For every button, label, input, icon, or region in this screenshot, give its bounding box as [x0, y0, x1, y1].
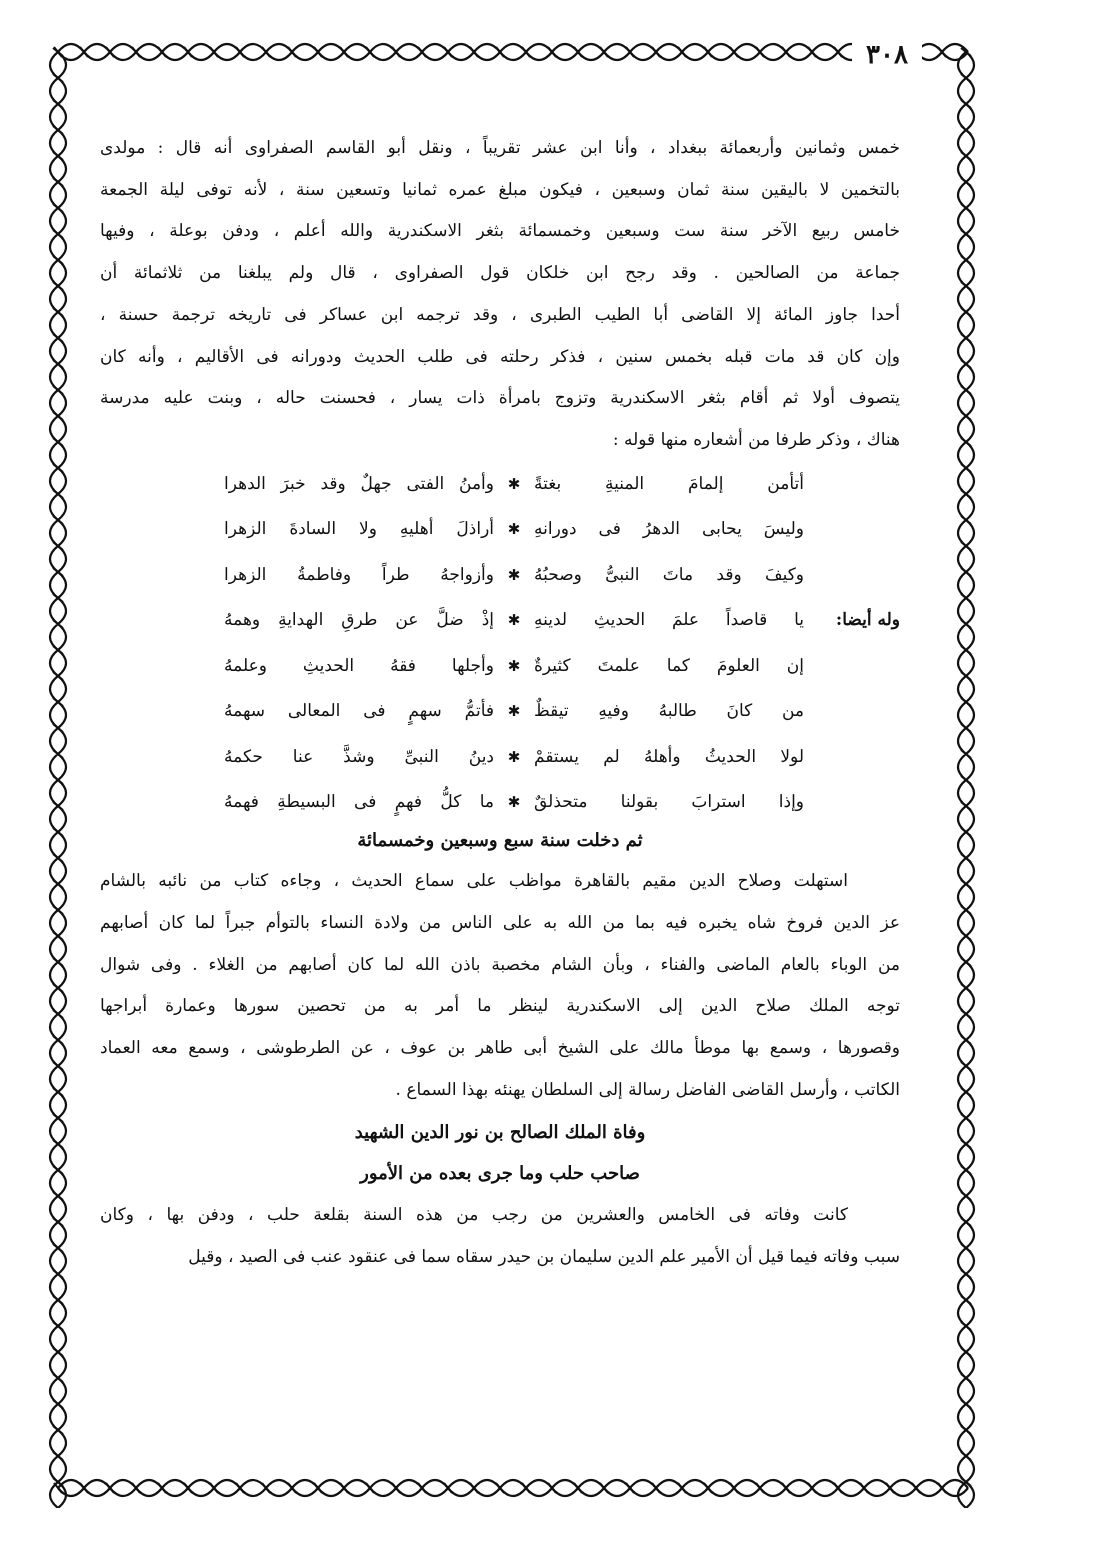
death-paragraph-line: كانت وفاته فى الخامس والعشرين من رجب من هذه السنة بقلعة حلب ، ودفن بها ، وكان	[100, 1204, 848, 1225]
events-paragraph-line: استهلت وصلاح الدين مقيم بالقاهرة مواظب على سماع الحديث ، وجاءه كتاب من نائبه بالشام	[100, 871, 848, 892]
intro-paragraph-line: بالتخمين لا باليقين سنة ثمان وسبعين ، فيكون مبلغ عمره ثمانيا وتسعين سنة ، لأنه توفى ليلة الجمعة	[100, 179, 900, 200]
verse-second-hemistich: وأزواجهُ طراً وفاطمةُ الزهرا	[224, 564, 494, 585]
paragraph-year-events	[100, 861, 900, 1111]
verse-line	[100, 462, 900, 508]
verse-line	[100, 553, 900, 599]
intro-paragraph-line: خمس وثمانين وأربعمائة ببغداد ، وأنا ابن عشر تقريباً ، ونقل أبو القاسم الصفراوى أنه قال : مولدى	[100, 138, 900, 158]
verse-line	[100, 735, 900, 781]
verse-first-hemistich: يا قاصداً علمَ الحديثِ لدينهِ	[534, 610, 804, 631]
poem-second	[100, 598, 900, 826]
intro-paragraph-line: أحدا جاوز المائة إلا القاضى أبا الطيب الطبرى ، وقد ترجمه ابن عساكر فى تاريخه ترجمة حسنة ،	[100, 304, 900, 325]
verse-second-hemistich: وأجلها فقهُ الحديثِ وعلمهُ	[224, 655, 494, 676]
verse-first-hemistich: من كانَ طالبهُ وفيهِ تيقظٌ	[534, 701, 804, 722]
verse-second-hemistich: إذْ ضلَّ عن طرقِ الهدايةِ وهمهُ	[224, 610, 494, 631]
verse-separator-icon: ✱	[507, 747, 521, 766]
poem-first	[100, 462, 900, 599]
year-heading: ثم دخلت سنة سبع وسبعين وخمسمائة	[357, 829, 643, 851]
verse-first-hemistich: أتأمن إلمامَ المنيةِ بغتةً	[534, 473, 804, 494]
verse-line	[100, 598, 900, 644]
verse-second-hemistich: وأمنُ الفتى جهلٌ وقد خبرَ الدهرا	[224, 473, 494, 494]
verse-second-hemistich: ما كلُّ فهمٍ فى البسيطةِ فهمهُ	[224, 792, 494, 813]
verse-first-hemistich: لولا الحديثُ وأهلهُ لم يستقمْ	[534, 746, 804, 767]
intro-paragraph-line: وإن كان قد مات قبله بخمس سنين ، فذكر رحلته فى طلب الحديث ودورانه فى الأقاليم ، وأنه كان	[100, 346, 900, 367]
verse-intro: وله أيضا:	[835, 610, 900, 631]
verse-second-hemistich: دينُ النبىِّ وشذَّ عنا حكمهُ	[224, 746, 494, 767]
section-heading-death: وفاة الملك الصالح بن نور الدين الشهيد	[354, 1121, 646, 1143]
verse-second-hemistich: أراذلَ أهليهِ ولا السادةَ الزهرا	[224, 519, 494, 540]
page-number: ٣٠٨	[852, 38, 922, 72]
border-link	[58, 44, 968, 52]
verse-separator-icon: ✱	[507, 565, 521, 584]
events-paragraph-line: توجه الملك صلاح الدين إلى الاسكندرية لينظر ما أمر به من تحصين سورها وعمارة أبراجها	[100, 996, 900, 1017]
verse-line	[100, 780, 900, 826]
page-body	[100, 128, 900, 1278]
events-paragraph-line: من الوباء بالعام الماضى والفناء ، وبأن الشام مخصبة باذن الله لما كان أصابهم من الغلاء . وفى شوال	[100, 954, 900, 975]
verse-separator-icon: ✱	[507, 520, 521, 539]
verse-first-hemistich: وإذا استرابَ بقولنا متحذلقٌ	[534, 792, 804, 813]
verse-separator-icon: ✱	[507, 702, 521, 721]
verse-first-hemistich: إن العلومَ كما علمتَ كثيرةٌ	[534, 655, 804, 676]
verse-line	[100, 507, 900, 553]
verse-separator-icon: ✱	[507, 611, 521, 630]
intro-paragraph-line: خامس ربيع الآخر سنة ست وسبعين وخمسمائة بثغر الاسكندرية والله أعلم ، ودفن بوعلة ، وفيها	[100, 221, 900, 242]
border-link	[58, 52, 968, 60]
verse-second-hemistich: فأتمُّ سهمٍ فى المعالى سهمهُ	[224, 701, 494, 722]
intro-paragraph-line: هناك ، وذكر طرفا من أشعاره منها قوله :	[612, 429, 900, 450]
intro-paragraph-line: جماعة من الصالحين . وقد رجح ابن خلكان قول الصفراوى ، قال ولم يبلغنا من ثلاثمائة أن	[100, 263, 900, 284]
verse-line	[100, 644, 900, 690]
verse-line	[100, 689, 900, 735]
verse-first-hemistich: وليسَ يحابى الدهرُ فى دورانهِ	[534, 519, 804, 540]
events-paragraph-line: وقصورها ، وسمع بها موطأ مالك على الشيخ أبى طاهر بن عوف ، عن الطرطوشى ، وسمع معه العماد	[100, 1038, 900, 1059]
events-paragraph-line: عز الدين فروخ شاه يخبره فيه بما من الله به على الناس من ولادة النساء بالتوأم جبراً لما كان أصابهم	[100, 913, 900, 934]
verse-separator-icon: ✱	[507, 656, 521, 675]
paragraph-intro	[100, 128, 900, 462]
intro-paragraph-line: يتصوف أولا ثم أقام بثغر الاسكندرية وتزوج بامرأة ذات يسار ، فحسنت حاله ، وبنت عليه مدرسة	[100, 388, 900, 409]
events-paragraph-line: الكاتب ، وأرسل القاضى الفاضل رسالة إلى السلطان يهنئه بهذا السماع .	[395, 1079, 900, 1100]
verse-separator-icon: ✱	[507, 793, 521, 812]
section-heading-subtitle: صاحب حلب وما جرى بعده من الأمور	[360, 1163, 640, 1185]
verse-separator-icon: ✱	[507, 474, 521, 493]
death-paragraph-line: سبب وفاته فيما قيل أن الأمير علم الدين سليمان بن حيدر سقاه سما فى عنقود عنب فى الصيد ، وقيل	[188, 1246, 900, 1267]
paragraph-death	[100, 1195, 900, 1278]
border-link	[58, 1488, 968, 1496]
verse-first-hemistich: وكيفَ وقد ماتَ النبىُّ وصحبُهُ	[534, 564, 804, 585]
border-link	[58, 1480, 968, 1488]
